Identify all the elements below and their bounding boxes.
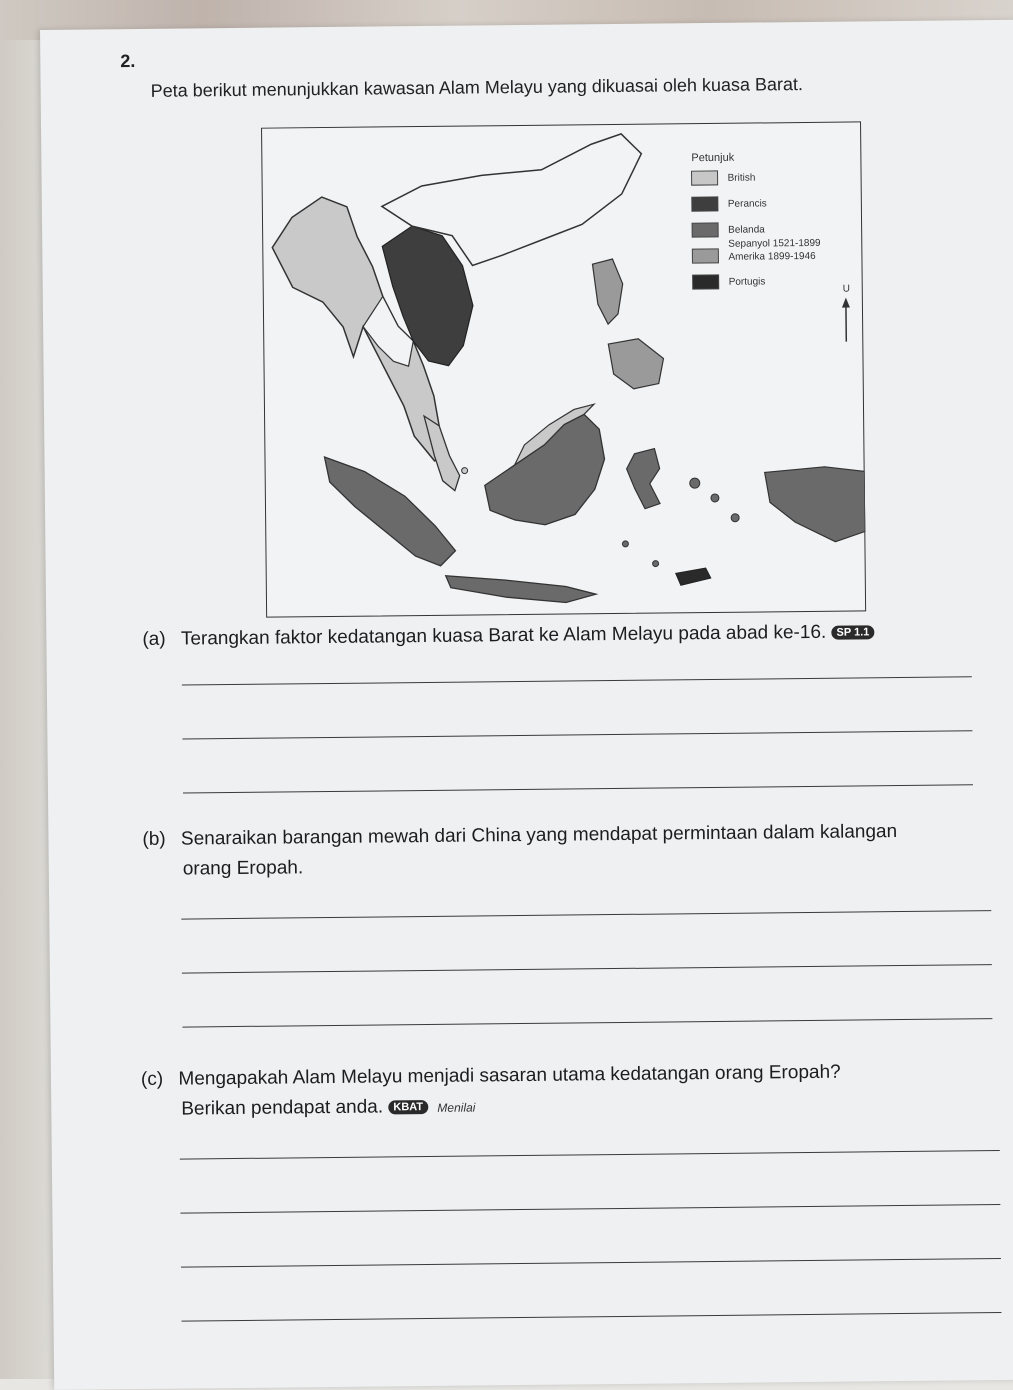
part-c-text-line1: Mengapakah Alam Melayu menjadi sasaran utama kedatangan orang Eropah? — [178, 1062, 840, 1090]
part-b-text-line1: Senaraikan barangan mewah dari China yang mendapat permintaan dalam kalangan — [181, 821, 897, 849]
southeast-asia-map — [261, 121, 866, 617]
part-b-label: (b) — [142, 829, 165, 850]
legend-label-sepanyol: Sepanyol 1521-1899 — [728, 238, 821, 250]
answer-line-a3[interactable] — [183, 784, 973, 793]
answer-line-c2[interactable] — [180, 1204, 1000, 1214]
answer-line-c3[interactable] — [181, 1258, 1001, 1268]
part-a-text: Terangkan faktor kedatangan kuasa Barat ke Alam Melayu pada abad ke-16. — [181, 622, 827, 650]
question-title — [120, 42, 980, 72]
part-c-question — [141, 1062, 841, 1091]
legend-label-belanda: Belanda — [728, 224, 765, 235]
legend-label-perancis: Perancis — [728, 198, 767, 209]
legend-swatch-perancis — [692, 197, 718, 211]
legend-label-portugis: Portugis — [729, 276, 766, 287]
north-label: U — [843, 284, 850, 295]
answer-line-c1[interactable] — [180, 1150, 1000, 1160]
part-c-text-line2: Berikan pendapat anda. — [181, 1096, 383, 1119]
answer-line-a2[interactable] — [182, 730, 972, 739]
answer-line-c4[interactable] — [182, 1312, 1002, 1322]
answer-line-b1[interactable] — [181, 910, 991, 919]
legend-swatch-portugis — [693, 275, 719, 289]
part-c-line2 — [181, 1096, 475, 1121]
answer-line-b3[interactable] — [182, 1018, 992, 1027]
worksheet-page — [40, 20, 1013, 1390]
part-a-question — [142, 621, 874, 651]
sp-badge: SP 1.1 — [831, 625, 874, 639]
question-intro: Peta berikut menunjukkan kawasan Alam Melayu yang dikuasai oleh kuasa Barat. — [151, 74, 804, 102]
legend-label-amerika: Amerika 1899-1946 — [728, 251, 816, 263]
part-b-question — [142, 821, 897, 851]
legend-swatch-belanda — [692, 223, 718, 237]
legend-label-british: British — [728, 173, 756, 184]
legend-title: Petunjuk — [691, 152, 734, 164]
part-c-label: (c) — [141, 1069, 163, 1090]
question-number: 2. — [120, 51, 135, 71]
answer-line-a1[interactable] — [182, 676, 972, 685]
part-a-label: (a) — [142, 629, 165, 650]
kbat-badge: KBAT — [388, 1100, 428, 1114]
answer-line-b2[interactable] — [182, 964, 992, 973]
legend-swatch-sepanyol — [692, 249, 718, 263]
part-b-text-line2: orang Eropah. — [183, 857, 304, 880]
kbat-note: Menilai — [437, 1101, 475, 1115]
legend-swatch-british — [692, 171, 718, 185]
